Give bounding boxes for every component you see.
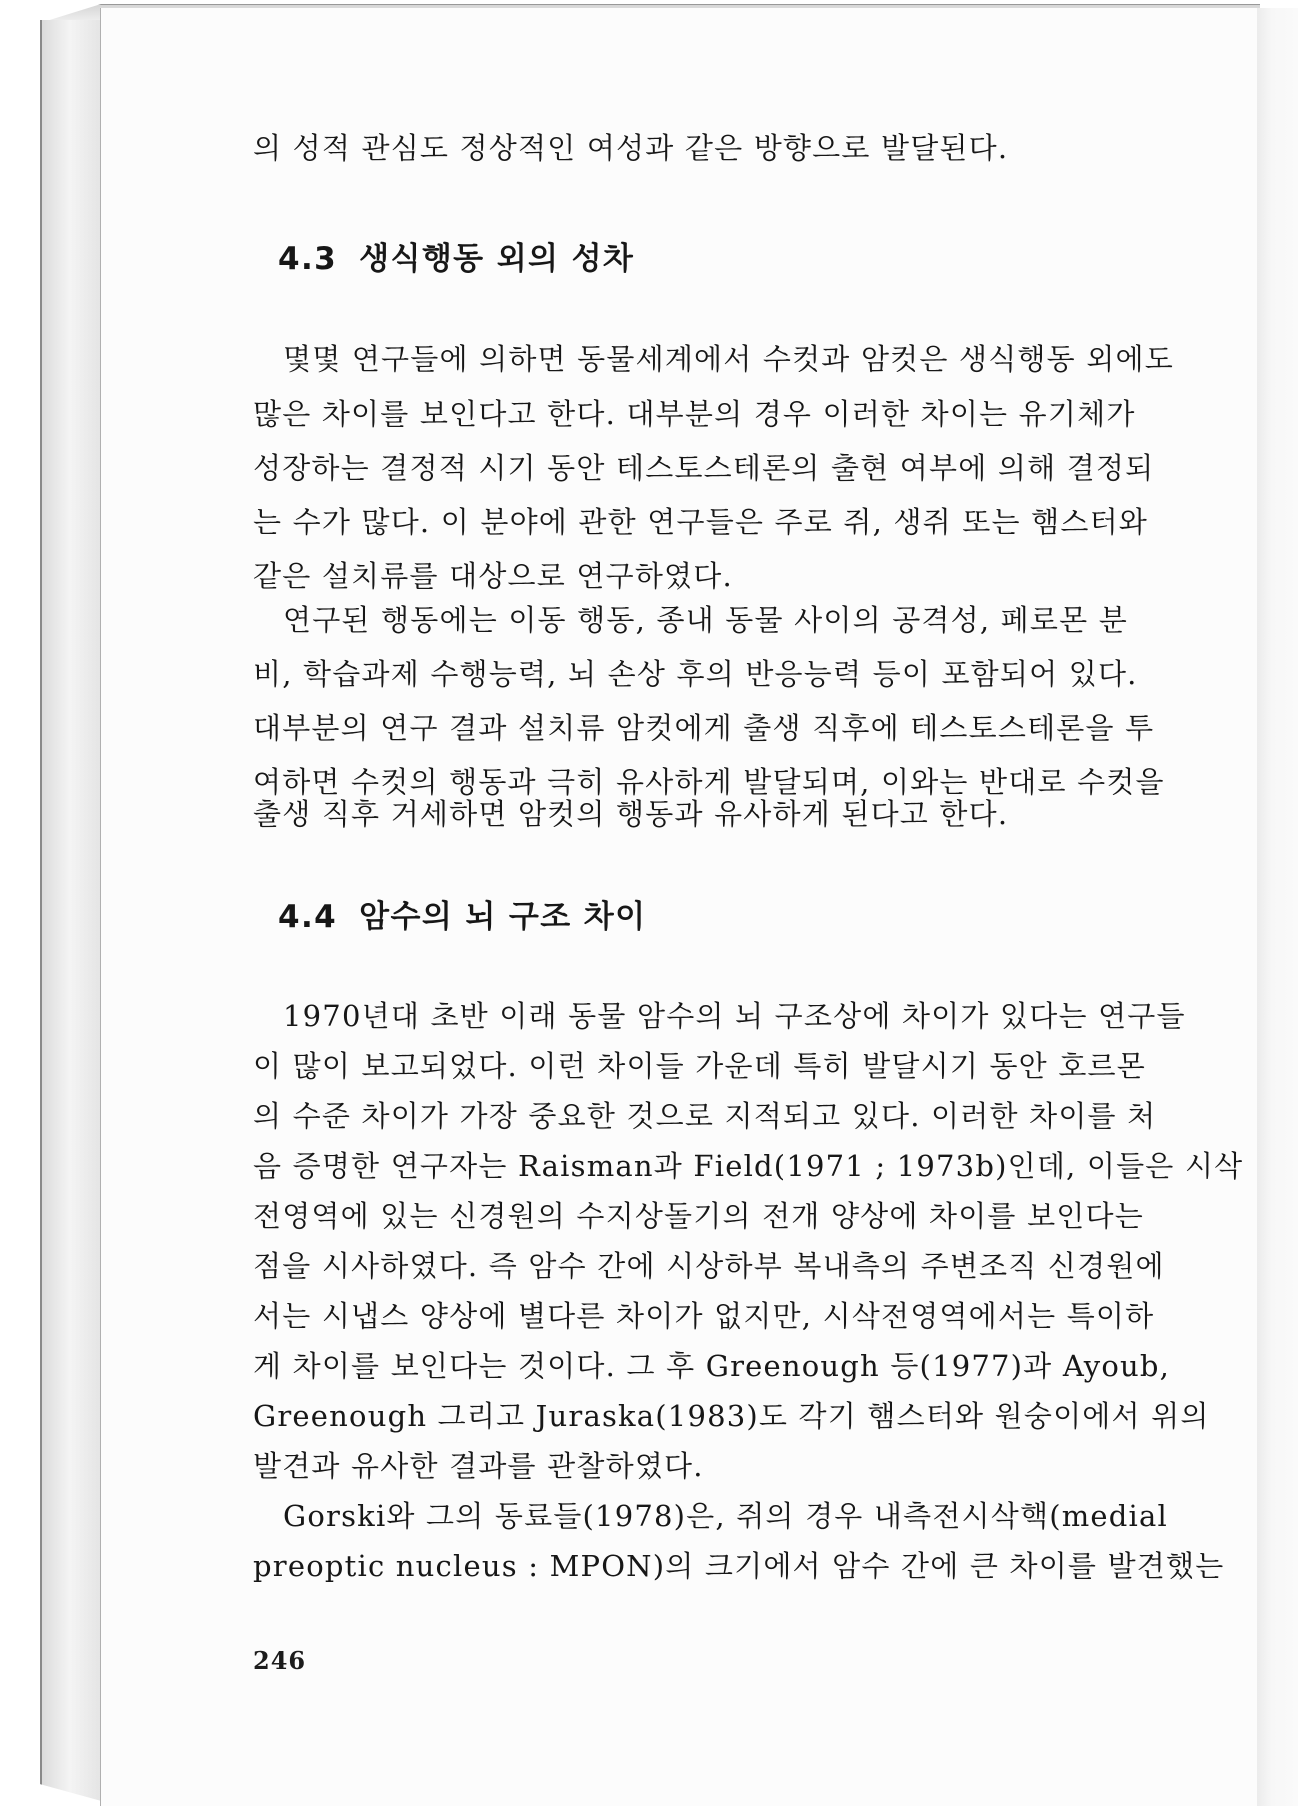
page-right-shadow	[1254, 8, 1298, 1806]
paragraph-line: 비, 학습과제 수행능력, 뇌 손상 후의 반응능력 등이 포함되어 있다.	[253, 657, 1138, 691]
paragraph-line: Greenough 그리고 Juraska(1983)도 각기 햄스터와 원숭이에서 위의	[253, 1399, 1210, 1433]
paragraph-line: 여하면 수컷의 행동과 극히 유사하게 발달되며, 이와는 반대로 수컷을	[253, 765, 1165, 799]
section-heading-4-3	[278, 240, 634, 278]
paragraph-line: 같은 설치류를 대상으로 연구하였다.	[253, 559, 733, 593]
section-heading-4-4	[278, 898, 646, 936]
paragraph-line: 음 증명한 연구자는 Raisman과 Field(1971 ; 1973b)인데, 이들은 시삭	[253, 1149, 1244, 1183]
section-title: 암수의 뇌 구조 차이	[359, 899, 647, 935]
page-number: 246	[253, 1646, 307, 1675]
paragraph-line: 대부분의 연구 결과 설치류 암컷에게 출생 직후에 테스토스테론을 투	[253, 711, 1155, 745]
paragraph-line: 출생 직후 거세하면 암컷의 행동과 유사하게 된다고 한다.	[253, 797, 1009, 831]
paragraph-line: Gorski와 그의 동료들(1978)은, 쥐의 경우 내측전시삭핵(medial	[283, 1499, 1168, 1533]
section-number: 4.3	[278, 241, 338, 277]
paragraph-line: 는 수가 많다. 이 분야에 관한 연구들은 주로 쥐, 생쥐 또는 햄스터와	[253, 505, 1149, 539]
paragraph-line: 전영역에 있는 신경원의 수지상돌기의 전개 양상에 차이를 보인다는	[253, 1199, 1144, 1233]
paragraph-line: 성장하는 결정적 시기 동안 테스토스테론의 출현 여부에 의해 결정되	[253, 451, 1155, 485]
paragraph-line: 많은 차이를 보인다고 한다. 대부분의 경우 이러한 차이는 유기체가	[253, 397, 1136, 431]
intro-line: 의 성적 관심도 정상적인 여성과 같은 방향으로 발달된다.	[253, 131, 1009, 165]
section-number: 4.4	[278, 899, 338, 935]
paragraph-line: 1970년대 초반 이래 동물 암수의 뇌 구조상에 차이가 있다는 연구들	[283, 999, 1186, 1033]
paragraph-line: preoptic nucleus : MPON)의 크기에서 암수 간에 큰 차이를 발견했는	[253, 1549, 1225, 1583]
paragraph-line: 연구된 행동에는 이동 행동, 종내 동물 사이의 공격성, 페로몬 분	[283, 603, 1128, 637]
book-page	[100, 8, 1257, 1806]
paragraph-line: 몇몇 연구들에 의하면 동물세계에서 수컷과 암컷은 생식행동 외에도	[283, 342, 1174, 376]
book-spine	[40, 20, 105, 1802]
paragraph-line: 이 많이 보고되었다. 이런 차이들 가운데 특히 발달시기 동안 호르몬	[253, 1049, 1146, 1083]
paragraph-line: 의 수준 차이가 가장 중요한 것으로 지적되고 있다. 이러한 차이를 처	[253, 1099, 1157, 1133]
paragraph-line: 게 차이를 보인다는 것이다. 그 후 Greenough 등(1977)과 Ayoub,	[253, 1349, 1171, 1383]
paragraph-line: 서는 시냅스 양상에 별다른 차이가 없지만, 시삭전영역에서는 특이하	[253, 1299, 1155, 1333]
paragraph-line: 점을 시사하였다. 즉 암수 간에 시상하부 복내측의 주변조직 신경원에	[253, 1249, 1165, 1283]
section-title: 생식행동 외의 성차	[359, 241, 635, 277]
paragraph-line: 발견과 유사한 결과를 관찰하였다.	[253, 1449, 704, 1483]
